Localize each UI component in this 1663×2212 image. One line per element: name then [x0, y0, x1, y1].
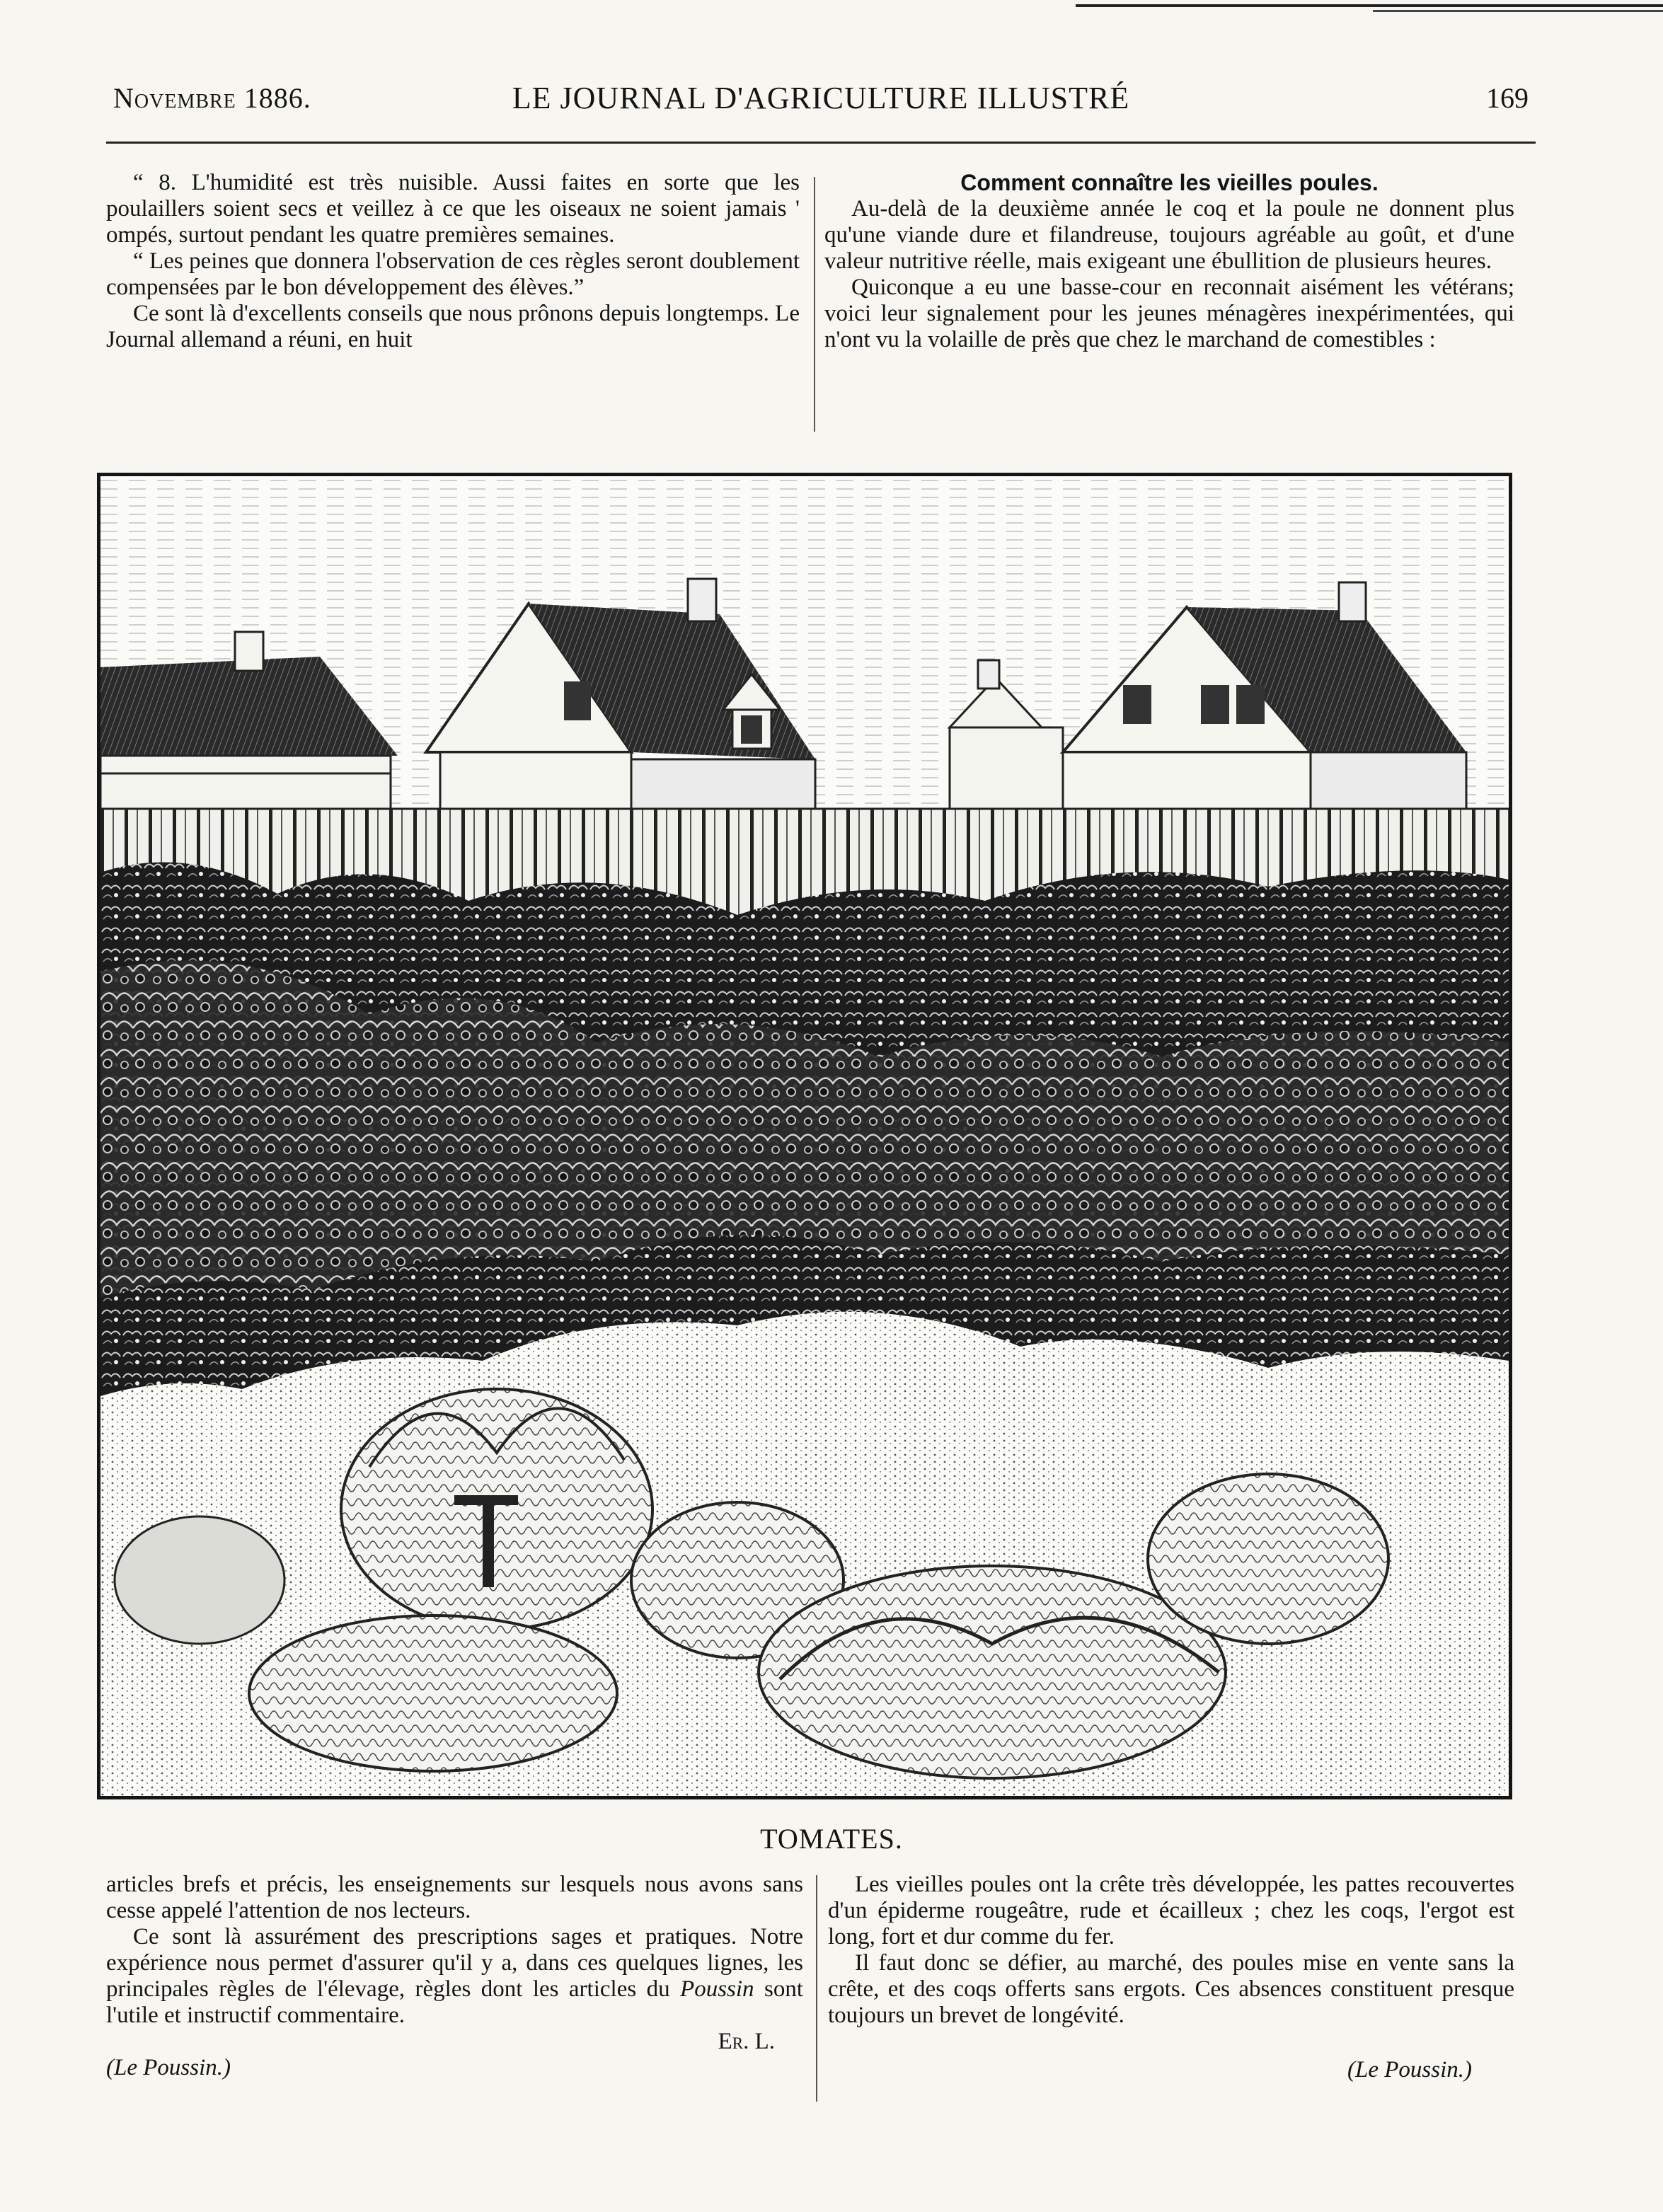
- journal-title: LE JOURNAL D'AGRICULTURE ILLUSTRÉ: [512, 81, 1130, 115]
- italic-title: Poussin: [680, 1976, 754, 2002]
- page-number: 169: [1486, 82, 1529, 114]
- page-header: [113, 74, 1529, 124]
- paragraph: Il faut donc se défier, au marché, des poules mise en vente sans la crête, et des coqs offerts sans ergots. Ces absences constituent presque toujours un brevet de longévité.: [828, 1950, 1514, 2028]
- column-divider: [816, 1875, 817, 2102]
- section-heading: Comment connaître les vieilles poules.: [960, 170, 1379, 195]
- top-right-column: [824, 170, 1514, 353]
- paragraph-text-end: sont l'utile et instructif commentaire.: [106, 1976, 803, 2028]
- source-text: (Le Poussin.): [106, 2055, 231, 2080]
- top-left-column: [106, 170, 800, 353]
- bottom-right-column: [828, 1872, 1514, 2083]
- paragraph-text: Ce sont là assurément des prescriptions sages et pratiques. Notre expérience nous permet d'assurer qu'il y a, dans ces quelques lignes, les principales règles de l'élevage, règles dont les articles du: [106, 1924, 803, 2002]
- top-border-line-2: [1373, 10, 1663, 12]
- source-credit: [828, 2057, 1514, 2083]
- paragraph: “ Les peines que donnera l'observation de ces règles seront doublement compensées par le bon développement des élèves.”: [106, 248, 800, 300]
- paragraph: articles brefs et précis, les enseignements sur lesquels nous avons sans cesse appelé l'attention de nos lecteurs.: [106, 1872, 803, 1923]
- column-divider: [814, 177, 815, 432]
- tomatoes-engraving: [97, 473, 1512, 1799]
- source-credit: [106, 2055, 803, 2081]
- paragraph: Au-delà de la deuxième année le coq et la poule ne donnent plus qu'une viande dure et filandreuse, toujours agréable au goût, et d'une valeur nutritive réelle, mais exigeant une ébullition de plusieurs heures.: [824, 196, 1514, 274]
- paragraph: [106, 1924, 803, 2029]
- source-text: (Le Poussin.): [1347, 2057, 1472, 2083]
- top-border-line: [1076, 4, 1663, 7]
- figure-caption: TOMATES.: [760, 1823, 903, 1855]
- bottom-left-column: [106, 1872, 803, 2081]
- paragraph: Ce sont là d'excellents conseils que nous prônons depuis longtemps. Le Journal allemand a réuni, en huit: [106, 301, 800, 352]
- header-rule: [106, 142, 1536, 144]
- paragraph: “ 8. L'humidité est très nuisible. Aussi faites en sorte que les poulaillers soient secs et veillez à ce que les oiseaux ne soient jamais ' ompés, surtout pendant les quatre premières semaines.: [106, 170, 800, 248]
- signature: Er. L.: [718, 2029, 775, 2054]
- header-date: Novembre 1886.: [113, 82, 311, 114]
- engraving-illustration: [100, 476, 1509, 1796]
- paragraph: Les vieilles poules ont la crête très développée, les pattes recouvertes d'un épiderme rougeâtre, rude et écailleux ; chez les coqs, l'ergot est long, fort et dur comme du fer.: [828, 1872, 1514, 1949]
- paragraph: Quiconque a eu une basse-cour en reconnait aisément les vétérans; voici leur signalement pour les jeunes ménagères inexpérimentées, qui n'ont vu la volaille de près que chez le marchand de comestibles :: [824, 275, 1514, 352]
- signature-line: [106, 2029, 803, 2055]
